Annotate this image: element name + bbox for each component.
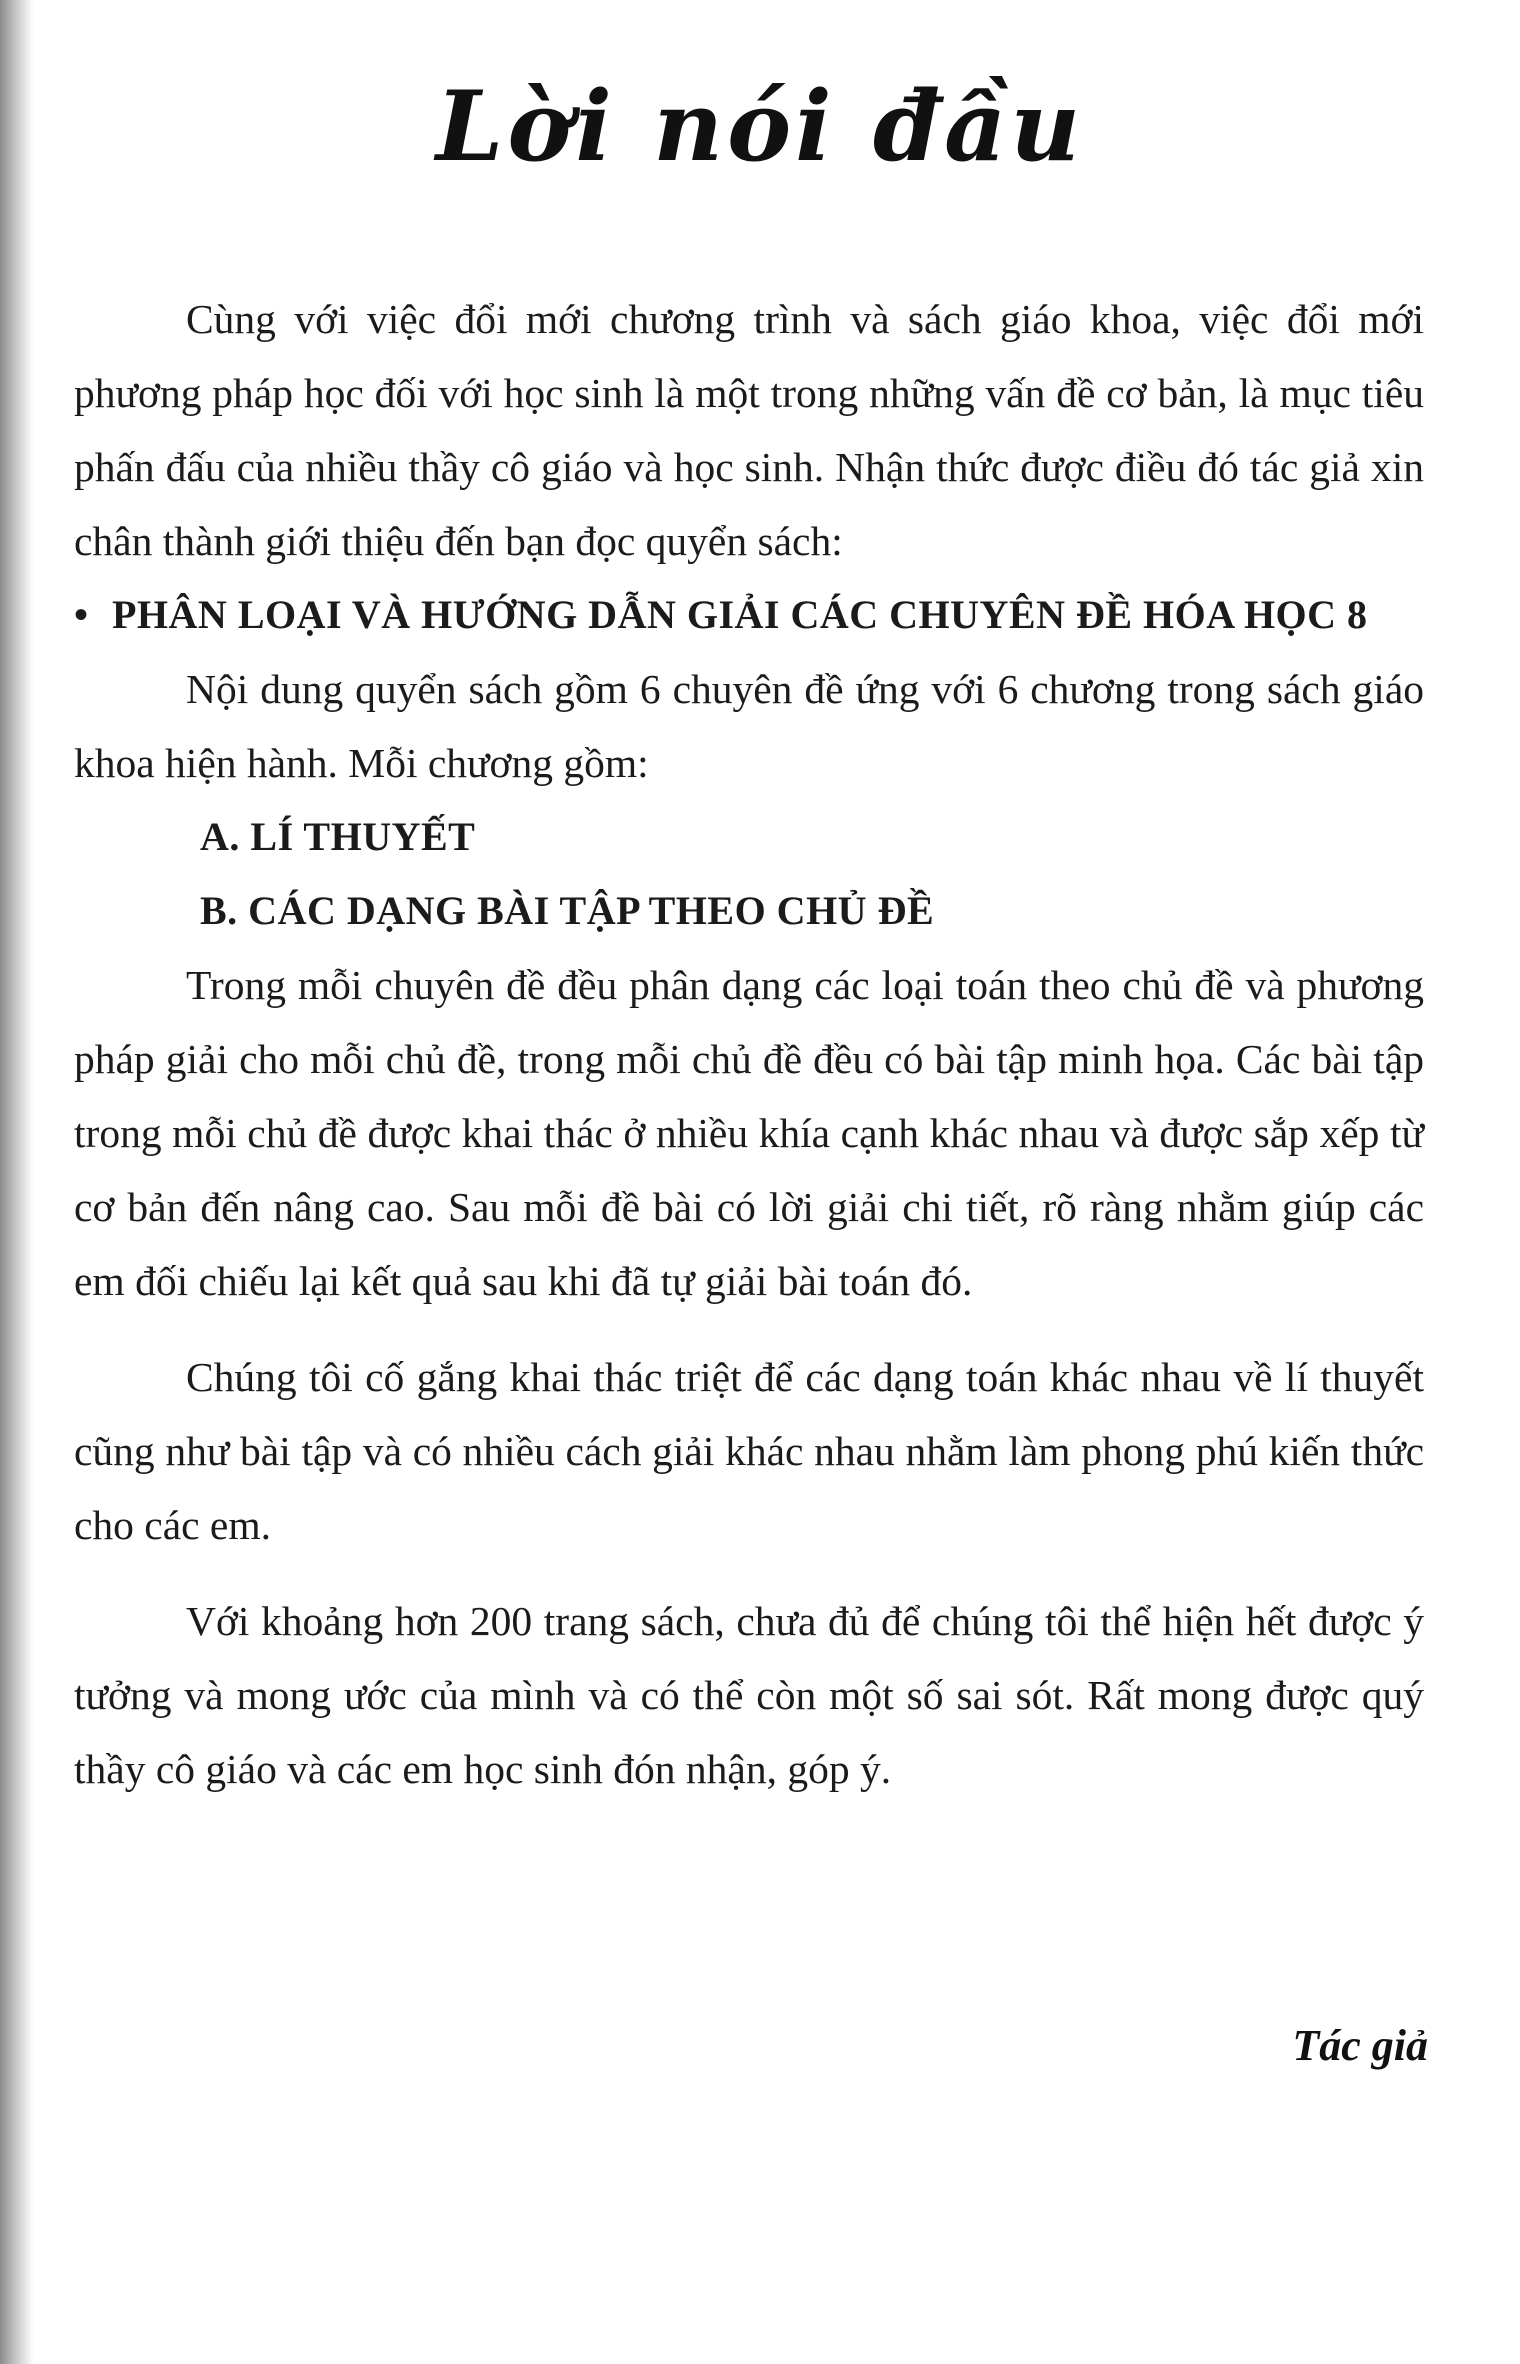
bullet-mark: • <box>74 592 89 637</box>
author-signature: Tác giả <box>1292 2021 1428 2070</box>
paragraph-effort: Chúng tôi cố gắng khai thác triệt để các dạng toán khác nhau về lí thuyết cũng như bài tập và có nhiều cách giải khác nhau nhằm làm phong phú kiến thức cho các em. <box>74 1354 1424 1548</box>
paragraph-intro: Cùng với việc đổi mới chương trình và sách giáo khoa, việc đổi mới phương pháp học đối với học sinh là một trong những vấn đề cơ bản, là mục tiêu phấn đấu của nhiều thầy cô giáo và học sinh. Nhận thức được điều đó tác giả xin chân thành giới thiệu đến bạn đọc quyển sách: <box>74 296 1424 564</box>
paragraph-structure: Trong mỗi chuyên đề đều phân dạng các loại toán theo chủ đề và phương pháp giải cho mỗi chủ đề, trong mỗi chủ đề đều có bài tập minh họa. Các bài tập trong mỗi chủ đề được khai thác ở nhiều khía cạnh khác nhau và được sắp xếp từ cơ bản đến nâng cao. Sau mỗi đề bài có lời giải chi tiết, rõ ràng nhằm giúp các em đối chiếu lại kết quả sau khi đã tự giải bài toán đó. <box>74 962 1424 1304</box>
book-title: PHÂN LOẠI VÀ HƯỚNG DẪN GIẢI CÁC CHUYÊN ĐỀ HÓA HỌC 8 <box>112 592 1368 637</box>
section-b-heading: B. CÁC DẠNG BÀI TẬP THEO CHỦ ĐỀ <box>200 888 935 933</box>
paragraph-content: Nội dung quyển sách gồm 6 chuyên đề ứng với 6 chương trong sách giáo khoa hiện hành. Mỗi chương gồm: <box>74 666 1424 786</box>
preface-body <box>74 282 1424 1806</box>
book-title-line <box>74 578 1424 652</box>
paragraph-closing: Với khoảng hơn 200 trang sách, chưa đủ để chúng tôi thể hiện hết được ý tưởng và mong ước của mình và có thể còn một số sai sót. Rất mong được quý thầy cô giáo và các em học sinh đón nhận, góp ý. <box>74 1598 1424 1792</box>
section-a-heading: A. LÍ THUYẾT <box>200 814 476 859</box>
page-title: Lời nói đầu <box>435 70 1085 183</box>
